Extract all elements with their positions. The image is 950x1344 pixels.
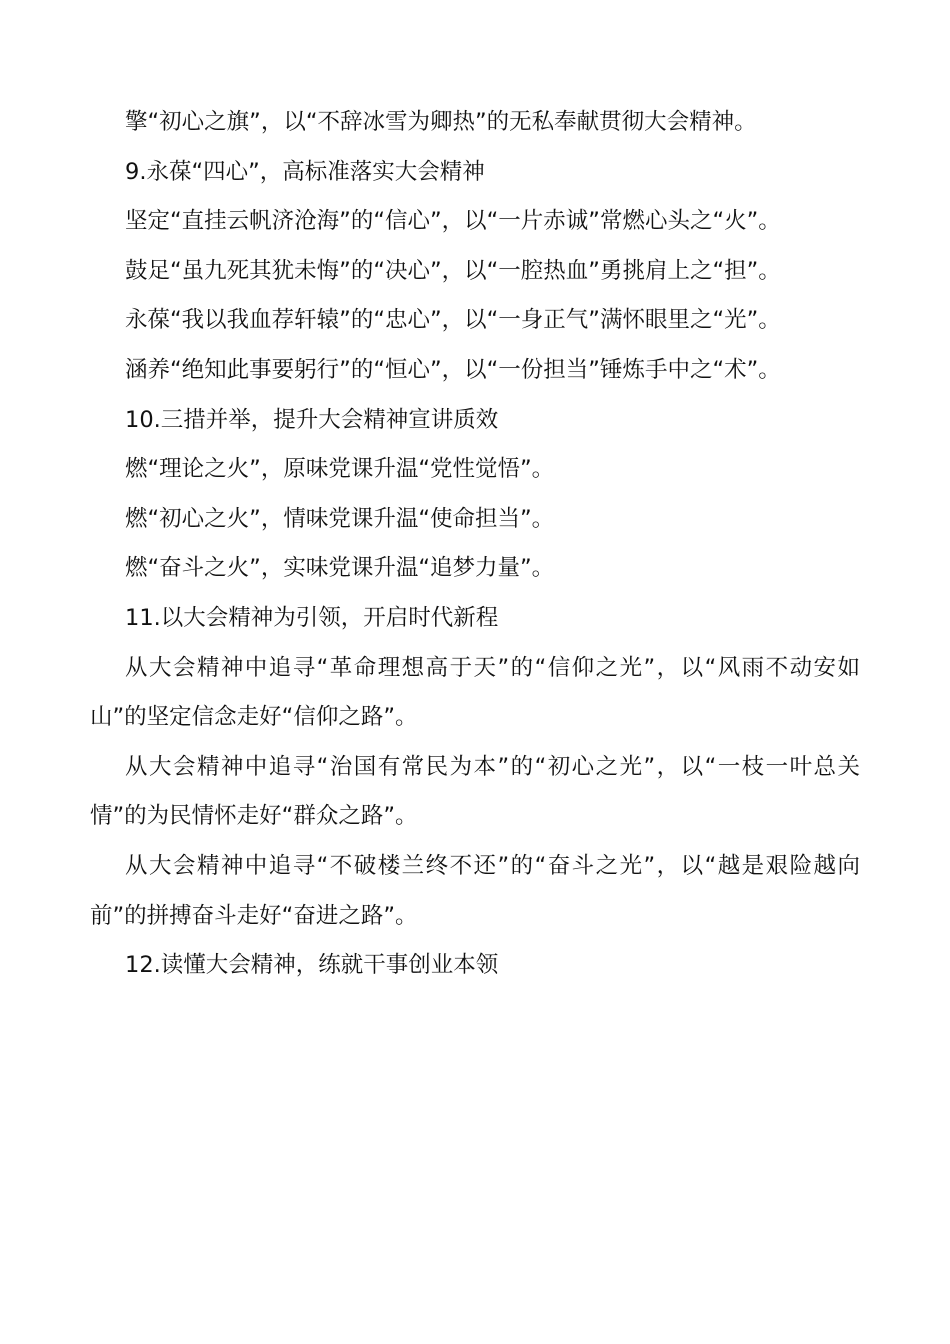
paragraph: 涵养“绝知此事要躬行”的“恒心”，以“一份担当”锤炼手中之“术”。 — [125, 356, 781, 383]
paragraph: 鼓足“虽九死其犹未悔”的“决心”，以“一腔热血”勇挑肩上之“担”。 — [125, 257, 781, 284]
paragraph: 坚定“直挂云帆济沧海”的“信心”，以“一片赤诚”常燃心头之“火”。 — [125, 208, 781, 235]
paragraph: 从大会精神中追寻“不破楼兰终不还”的“奋斗之光”，以“越是艰险越向前”的拼搏奋斗走好“奋进之路”。 — [90, 852, 860, 929]
paragraph: 从大会精神中追寻“革命理想高于天”的“信仰之光”，以“风雨不动安如山”的坚定信念走好“信仰之路”。 — [90, 654, 860, 731]
section-heading: 12.读懂大会精神，练就干事创业本领 — [125, 952, 499, 979]
paragraph: 燃“奋斗之火”，实味党课升温“追梦力量”。 — [125, 555, 555, 582]
section-heading: 10.三措并举，提升大会精神宣讲质效 — [125, 406, 499, 433]
section-heading: 9.永葆“四心”，高标准落实大会精神 — [125, 158, 485, 185]
paragraph: 燃“初心之火”，情味党课升温“使命担当”。 — [125, 505, 555, 532]
paragraph: 从大会精神中追寻“治国有常民为本”的“初心之光”，以“一枝一叶总关情”的为民情怀走好“群众之路”。 — [90, 753, 860, 830]
document-page — [90, 98, 860, 991]
section-heading: 11.以大会精神为引领，开启时代新程 — [125, 604, 499, 631]
paragraph: 永葆“我以我血荐轩辕”的“忠心”，以“一身正气”满怀眼里之“光”。 — [125, 307, 781, 334]
paragraph: 燃“理论之火”，原味党课升温“党性觉悟”。 — [125, 456, 555, 483]
paragraph: 擎“初心之旗”，以“不辞冰雪为卿热”的无私奉献贯彻大会精神。 — [125, 109, 757, 135]
